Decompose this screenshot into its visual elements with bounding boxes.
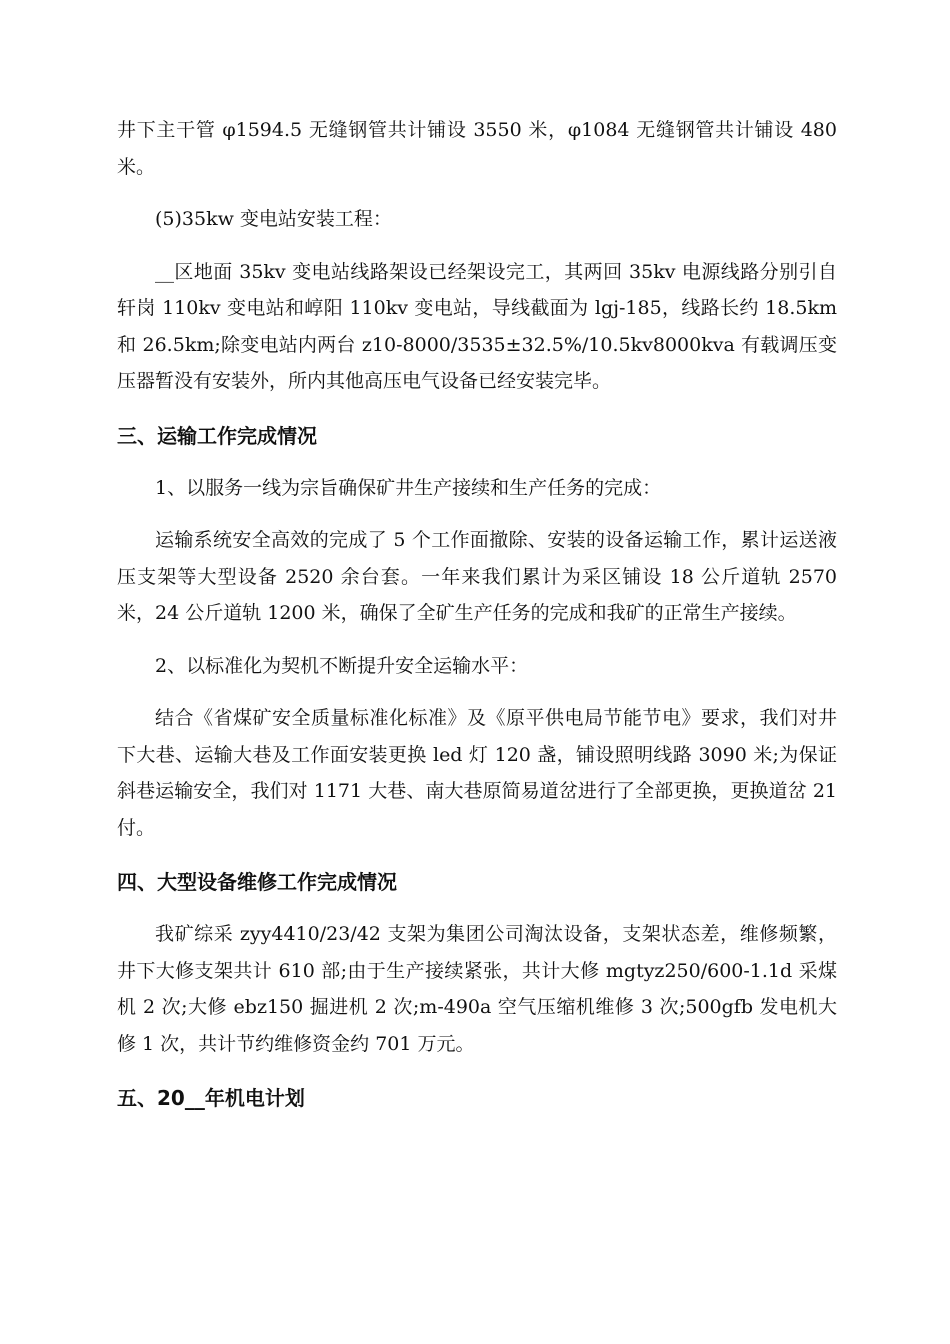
paragraph-maintenance: 我矿综采 zyy4410/23/42 支架为集团公司淘汰设备，支架状态差，维修频繁，井下大修支架共计 610 部;由于生产接续紧张，共计大修 mgtyz250/600-1.1d 采煤机 2 次;大修 ebz150 掘进机 2 次;m-490a 空气压缩机维修 3 次;500gfb 发电机大修 1 次，共计节约维修资金约 701 万元。 — [117, 923, 837, 1055]
paragraph-substation: __区地面 35kv 变电站线路架设已经架设完工，其两回 35kv 电源线路分别引自轩岗 110kv 变电站和崞阳 110kv 变电站，导线截面为 lgj-185，线路长约 18.5km 和 26.5km;除变电站内两台 z10-8000/3535±32.5%/10.5kv8000kva 有载调压变压器暂没有安装外，所内其他高压电气设备已经安装完毕。 — [117, 260, 837, 392]
section-heading-maintenance: 四、大型设备维修工作完成情况 — [117, 870, 397, 894]
subheading-substation: (5)35kw 变电站安装工程： — [155, 208, 392, 230]
subheading-transport-2: 2、以标准化为契机不断提升安全运输水平： — [155, 654, 529, 677]
document-page — [117, 112, 837, 1116]
section-heading-plan: 五、20__年机电计划 — [117, 1086, 305, 1110]
paragraph-transport-1: 运输系统安全高效的完成了 5 个工作面撤除、安装的设备运输工作，累计运送液压支架等大型设备 2520 余台套。一年来我们累计为采区铺设 18 公斤道轨 2570 米，24 公斤道轨 1200 米，确保了全矿生产任务的完成和我矿的正常生产接续。 — [117, 529, 837, 624]
paragraph-transport-2: 结合《省煤矿安全质量标准化标准》及《原平供电局节能节电》要求，我们对井下大巷、运输大巷及工作面安装更换 led 灯 120 盏，铺设照明线路 3090 米;为保证斜巷运输安全，我们对 1171 大巷、南大巷原简易道岔进行了全部更换，更换道岔 21 付。 — [117, 707, 837, 839]
subheading-transport-1: 1、以服务一线为宗旨确保矿井生产接续和生产任务的完成： — [155, 476, 662, 499]
paragraph-pipe-laying: 井下主干管 φ1594.5 无缝钢管共计铺设 3550 米，φ1084 无缝钢管共计铺设 480 米。 — [117, 119, 837, 178]
section-heading-transport: 三、运输工作完成情况 — [117, 423, 317, 448]
